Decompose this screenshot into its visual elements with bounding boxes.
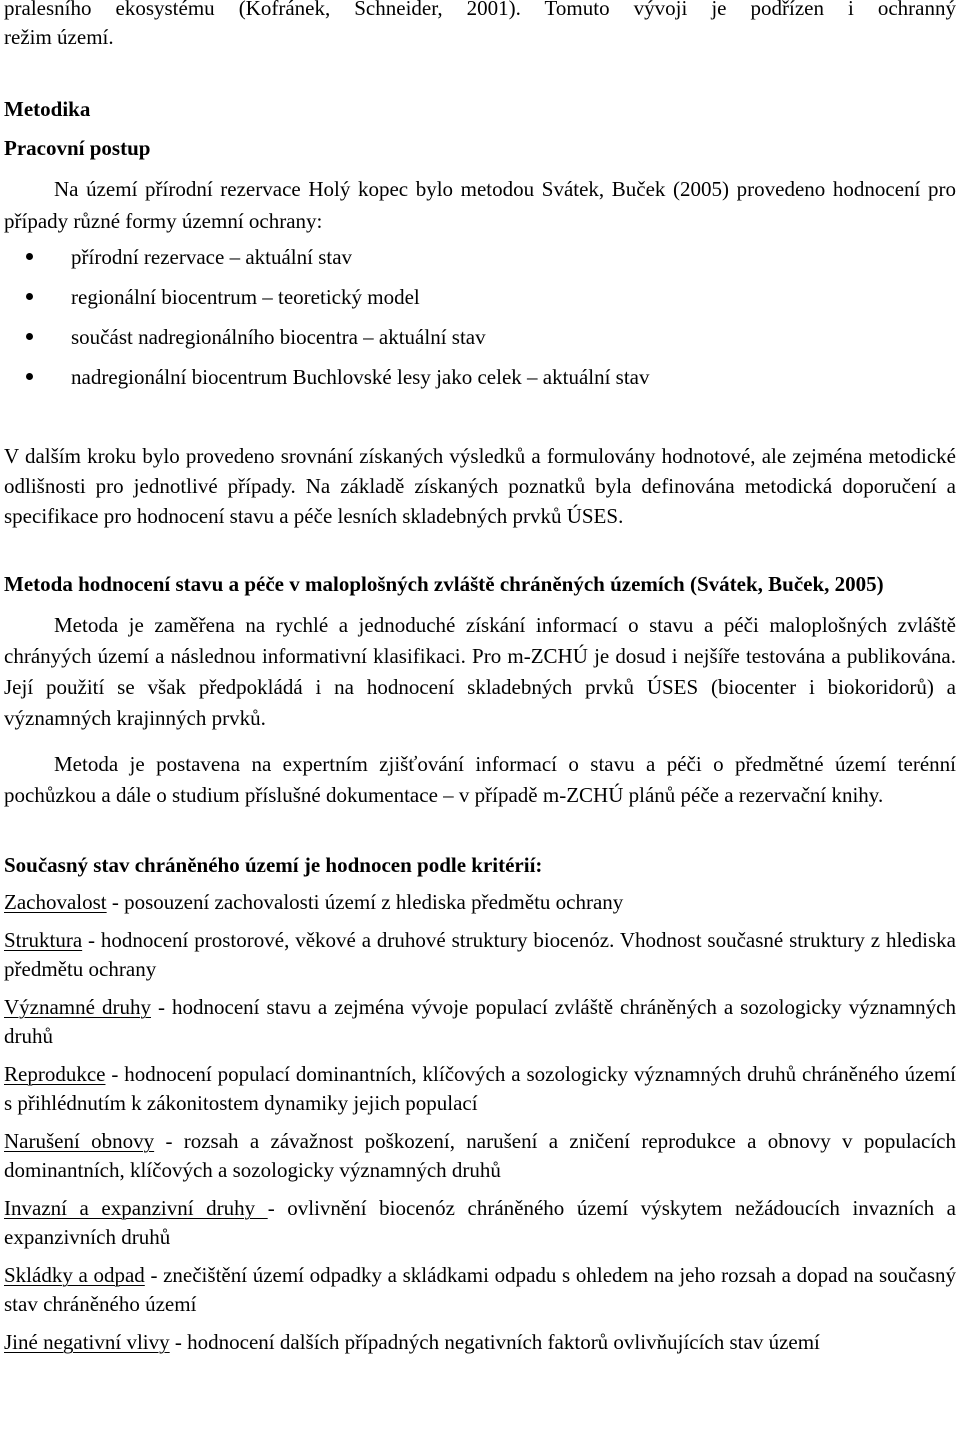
list-item-text: součást nadregionálního biocentra – aktuální stav xyxy=(71,325,486,349)
criterion-item xyxy=(4,993,956,1051)
criterion-item xyxy=(4,1328,956,1357)
criterion-term: Narušení obnovy xyxy=(4,1129,155,1153)
bullet-icon xyxy=(26,253,33,260)
list-item-text: nadregionální biocentrum Buchlovské lesy jako celek – aktuální stav xyxy=(71,365,650,389)
criterion-item xyxy=(4,1261,956,1319)
criterion-term: Reprodukce xyxy=(4,1062,106,1086)
section-title-method: Metoda hodnocení stavu a péče v maloplošných zvláště chráněných územích (Svátek, Buček, 2005) xyxy=(4,572,884,596)
criterion-item xyxy=(4,1194,956,1252)
list-item-text: přírodní rezervace – aktuální stav xyxy=(71,245,353,269)
list-item xyxy=(4,283,956,323)
list-item-text: regionální biocentrum – teoretický model xyxy=(71,285,420,309)
criterion-text: - rozsah a závažnost poškození, narušení a zničení reprodukce a obnovy v populacích dominantních, klíčových a sozologicky významných druhů xyxy=(4,1129,956,1182)
section-title-methodology: Metodika xyxy=(4,97,91,121)
criterion-text: - hodnocení populací dominantních, klíčových a sozologicky významných druhů chráněného území s přihlédnutím k zákonitostem dynamiky jejich populací xyxy=(4,1062,956,1115)
criterion-item xyxy=(4,1060,956,1118)
methodology-paragraph: Na území přírodní rezervace Holý kopec bylo metodou Svátek, Buček (2005) provedeno hodnocení pro případy různé formy územní ochrany: xyxy=(4,177,956,233)
criterion-item xyxy=(4,926,956,984)
criterion-term: Jiné negativní vlivy xyxy=(4,1330,170,1354)
criterion-term: Zachovalost xyxy=(4,890,107,914)
list-item xyxy=(4,363,956,403)
section-title-criteria: Současný stav chráněného území je hodnocen podle kritérií: xyxy=(4,853,543,877)
document-page xyxy=(4,0,956,1366)
criterion-text: - hodnocení stavu a zejména vývoje populací zvláště chráněných a sozologicky významných druhů xyxy=(4,995,956,1048)
criterion-item xyxy=(4,1127,956,1185)
criteria-list xyxy=(4,888,956,1357)
method-paragraph-2: Metoda je postavena na expertním zjišťování informací o stavu a péči o předmětné území terénní pochůzkou a dále o studium příslušné dokumentace – v případě m-ZCHÚ plánů péče a rezervační knihy. xyxy=(4,752,956,807)
method-paragraph-1: Metoda je zaměřena na rychlé a jednoduché získání informací o stavu a péči maloplošných zvláště chrányých území a následnou informativní klasifikaci. Pro m-ZCHÚ je dosud i nejšíře testována a publikována. Její použití se však předpokládá i na hodnocení skladebných prvků ÚSES (biocenter i biokoridorů) a významných krajinných prvků. xyxy=(4,613,956,730)
criterion-text: - posouzení zachovalosti území z hlediska předmětu ochrany xyxy=(106,890,624,914)
bullet-icon xyxy=(26,333,33,340)
criterion-term: Významné druhy xyxy=(4,995,151,1019)
intro-line-1: pralesního ekosystému (Kofránek, Schneider, 2001). Tomuto vývoji je podřízen i ochranný xyxy=(4,0,956,20)
criterion-item xyxy=(4,888,956,917)
bullet-icon xyxy=(26,293,33,300)
bullet-icon xyxy=(26,373,33,380)
criterion-text: - hodnocení dalších případných negativních faktorů ovlivňujících stav území xyxy=(169,1330,820,1354)
criterion-text: - hodnocení prostorové, věkové a druhové struktury biocenóz. Vhodnost současné struktury z hlediska předmětu ochrany xyxy=(4,928,956,981)
criterion-text: - ovlivnění biocenóz chráněného území výskytem nežádoucích invazních a expanzivních druhů xyxy=(4,1196,956,1249)
list-item xyxy=(4,323,956,363)
section-subtitle-workflow: Pracovní postup xyxy=(4,136,151,160)
criterion-term: Invazní a expanzivní druhy xyxy=(4,1196,268,1220)
criterion-term: Skládky a odpad xyxy=(4,1263,145,1287)
criterion-text: - znečištění území odpadky a skládkami odpadu s ohledem na jeho rozsah a dopad na současný stav chráněného území xyxy=(4,1263,956,1316)
criterion-term: Struktura xyxy=(4,928,83,952)
protection-forms-list xyxy=(4,243,956,403)
list-item xyxy=(4,243,956,283)
intro-line-2: režim území. xyxy=(4,25,114,49)
methodology-followup: V dalším kroku bylo provedeno srovnání získaných výsledků a formulovány hodnotové, ale zejména metodické odlišnosti pro jednotlivé případy. Na základě získaných poznatků byla definována metodická doporučení a specifikace pro hodnocení stavu a péče lesních skladebných prvků ÚSES. xyxy=(4,444,956,528)
